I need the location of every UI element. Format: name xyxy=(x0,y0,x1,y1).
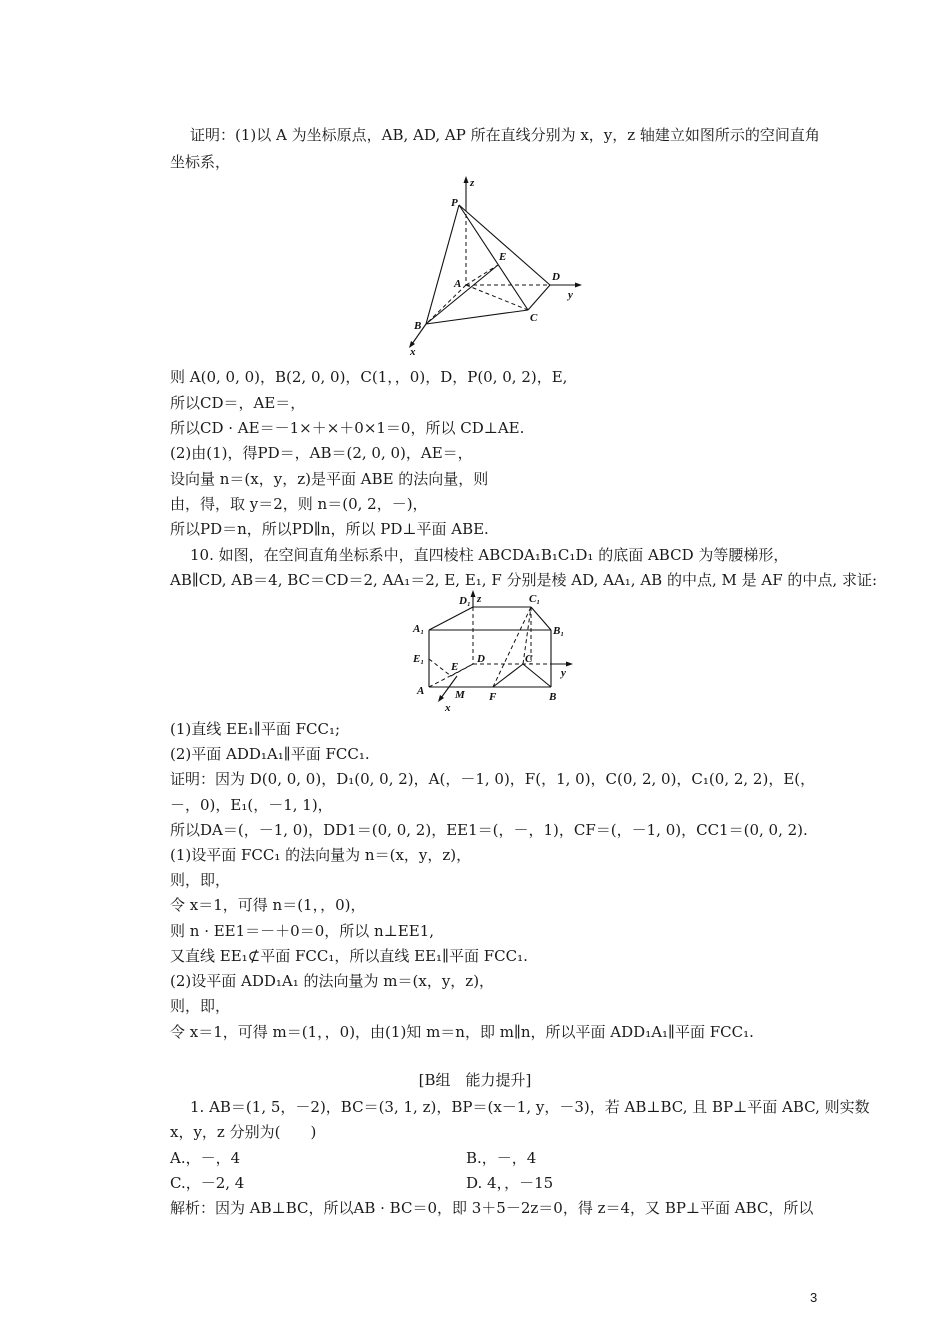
dot-product-line: 所以CD · AE＝－1×＋×＋0×1＝0，所以 CD⊥AE. xyxy=(170,419,525,437)
proof-coords-line-1: 证明：因为 D(0, 0, 0)，D₁(0, 0, 2)，A(，－1, 0)，F(，1, 0)，C(0, 2, 0)，C₁(0, 2, 2)，E(， xyxy=(170,770,816,788)
label-D1: D₁ xyxy=(459,595,471,607)
option-c: C.，－2, 4 xyxy=(170,1174,245,1192)
label-M: M xyxy=(455,689,465,701)
pyramid-figure xyxy=(400,172,590,357)
label-B: B xyxy=(414,320,422,332)
vectors-line: 所以CD＝，AE＝， xyxy=(170,394,306,412)
system-n-line: 则，即， xyxy=(170,871,231,889)
option-a: A.，－，4 xyxy=(170,1149,241,1167)
part2-line: (2)由(1)，得PD＝，AB＝(2, 0, 0)，AE＝， xyxy=(170,444,473,462)
option-d: D. 4，，－15 xyxy=(466,1174,554,1192)
coords-line: 则 A(0, 0, 0)，B(2, 0, 0)，C(1，，0)，D，P(0, 0, 2)，E, xyxy=(170,368,568,386)
label-B1: B₁ xyxy=(553,625,565,637)
question-1-line-1: 1. AB＝(1, 5，－2)，BC＝(3, 1, z)，BP＝(x－1, y，－3)，若 AB⊥BC, 且 BP⊥平面 ABC, 则实数 xyxy=(190,1098,870,1116)
label-P: P xyxy=(451,197,458,209)
label-y: y xyxy=(568,289,573,301)
label-z: z xyxy=(477,593,482,605)
label-F: F xyxy=(489,691,497,703)
label-A1: A₁ xyxy=(413,623,425,635)
label-D: D xyxy=(552,271,560,283)
normal-n-line: (1)设平面 FCC₁ 的法向量为 n＝(x，y，z)， xyxy=(170,846,472,864)
solve-line: 由，得，取 y＝2，则 n＝(0, 2，－)， xyxy=(170,495,428,513)
question-10-line-1: 10. 如图，在空间直角坐标系中，直四棱柱 ABCDA₁B₁C₁D₁ 的底面 ABCD 为等腰梯形， xyxy=(190,546,789,564)
final-conclusion-line: 令 x＝1，可得 m＝(1，，0)，由(1)知 m＝n，即 m∥n，所以平面 ADD₁A₁∥平面 FCC₁. xyxy=(170,1023,754,1041)
label-E1: E₁ xyxy=(413,653,425,665)
label-z: z xyxy=(470,177,475,189)
label-A: A xyxy=(417,685,425,697)
parallel-conclusion-line: 又直线 EE₁⊄平面 FCC₁，所以直线 EE₁∥平面 FCC₁. xyxy=(170,947,528,965)
label-B: B xyxy=(549,691,557,703)
normal-vector-line: 设向量 n＝(x，y，z)是平面 ABE 的法向量，则 xyxy=(170,470,489,488)
proof-intro-line-2: 坐标系， xyxy=(170,153,231,171)
label-x: x xyxy=(445,702,451,714)
question-1-line-2: x，y，z 分别为( ) xyxy=(170,1123,317,1141)
vectors-list-line: 所以DA＝(，－1, 0)，DD1＝(0, 0, 2)，EE1＝(，－，1)，CF＝(，－1, 0)，CC1＝(0, 0, 2). xyxy=(170,821,808,839)
system-m-line: 则，即， xyxy=(170,997,231,1015)
label-E: E xyxy=(499,251,507,263)
section-title: [B组 能力提升] xyxy=(418,1071,532,1089)
label-D: D xyxy=(477,653,485,665)
question-10-line-2: AB∥CD, AB＝4, BC＝CD＝2, AA₁＝2, E, E₁, F 分别是棱 AD, AA₁, AB 的中点, M 是 AF 的中点, 求证: xyxy=(170,571,878,589)
analysis-line: 解析：因为 AB⊥BC，所以AB · BC＝0，即 3＋5－2z＝0，得 z＝4，又 BP⊥平面 ABC，所以 xyxy=(170,1199,814,1217)
label-C: C xyxy=(525,653,533,665)
claim-1-line: (1)直线 EE₁∥平面 FCC₁; xyxy=(170,720,341,738)
conclusion-line: 所以PD＝n，所以PD∥n，所以 PD⊥平面 ABE. xyxy=(170,520,489,538)
normal-m-line: (2)设平面 ADD₁A₁ 的法向量为 m＝(x，y，z)， xyxy=(170,972,495,990)
label-E: E xyxy=(451,661,459,673)
proof-coords-line-2: －，0)，E₁(，－1, 1)， xyxy=(170,796,333,814)
label-y: y xyxy=(561,667,566,679)
n-dot-line: 则 n · EE1＝－＋0＝0，所以 n⊥EE1, xyxy=(170,922,435,940)
label-x: x xyxy=(410,346,416,357)
option-b: B.，－，4 xyxy=(466,1149,537,1167)
claim-2-line: (2)平面 ADD₁A₁∥平面 FCC₁. xyxy=(170,745,370,763)
label-C1: C₁ xyxy=(529,593,541,605)
proof-intro-line-1: 证明：(1)以 A 为坐标原点，AB, AD, AP 所在直线分别为 x，y，z 轴建立如图所示的空间直角 xyxy=(190,126,820,144)
prism-figure xyxy=(405,590,585,715)
label-A: A xyxy=(454,278,462,290)
label-C: C xyxy=(530,312,538,324)
page-number: 3 xyxy=(810,1290,818,1305)
let-x-n-line: 令 x＝1，可得 n＝(1，，0)， xyxy=(170,896,366,914)
